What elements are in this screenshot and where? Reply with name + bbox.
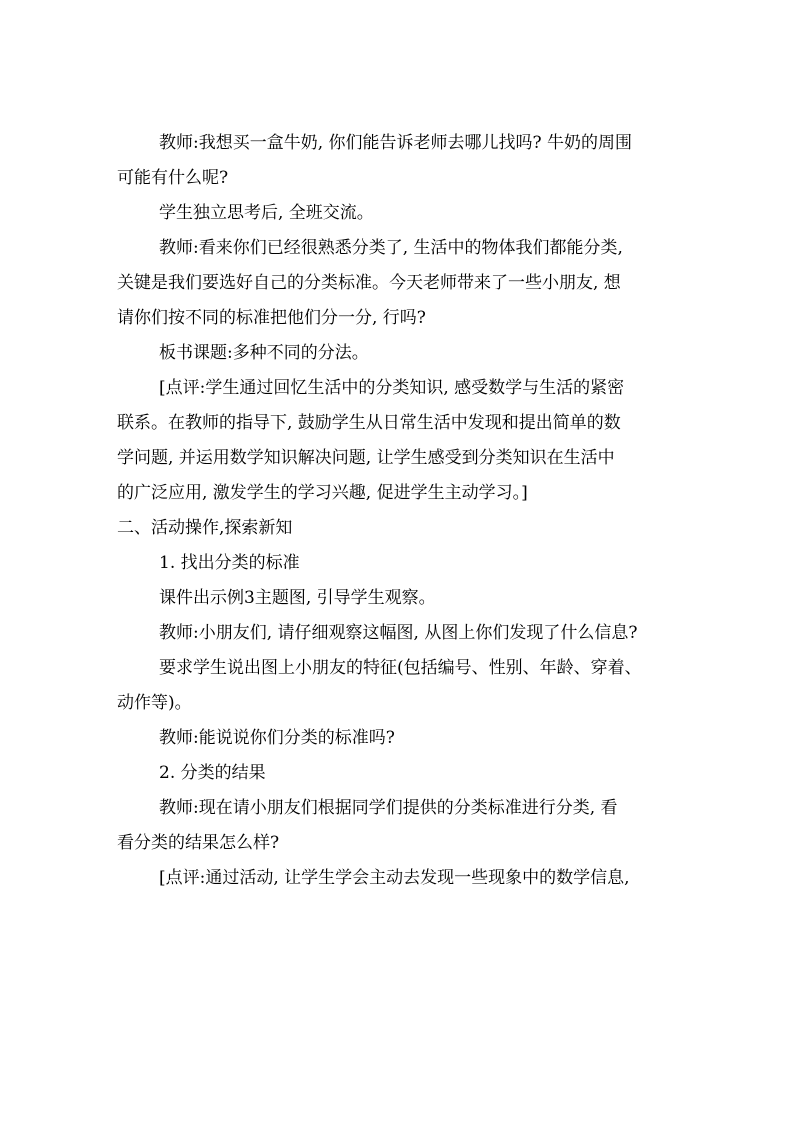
text-line: 请你们按不同的标准把他们分一分, 行吗? xyxy=(117,308,426,328)
text-line: 的广泛应用, 激发学生的学习兴趣, 促进学生主动学习。] xyxy=(117,483,528,503)
document-body xyxy=(117,126,677,896)
text-line: 教师:小朋友们, 请仔细观察这幅图, 从图上你们发现了什么信息? xyxy=(159,623,638,643)
text-line: 看分类的结果怎么样? xyxy=(117,833,280,853)
text-line: 教师:看来你们已经很熟悉分类了, 生活中的物体我们都能分类, xyxy=(159,238,623,258)
text-line: 学问题, 并运用数学知识解决问题, 让学生感受到分类知识在生活中 xyxy=(117,448,615,468)
text-line: 课件出示例3主题图, 引导学生观察。 xyxy=(159,588,436,608)
text-line: 联系。在教师的指导下, 鼓励学生从日常生活中发现和提出简单的数 xyxy=(117,413,621,433)
text-line: 动作等)。 xyxy=(117,693,192,713)
text-line: 2. 分类的结果 xyxy=(159,763,266,783)
text-line: 1. 找出分类的标准 xyxy=(159,553,300,573)
text-line: 学生独立思考后, 全班交流。 xyxy=(159,203,374,223)
text-line: 教师:我想买一盒牛奶, 你们能告诉老师去哪儿找吗? 牛奶的周围 xyxy=(159,133,633,153)
text-line: 教师:现在请小朋友们根据同学们提供的分类标准进行分类, 看 xyxy=(159,798,618,818)
text-line: 要求学生说出图上小朋友的特征(包括编号、性别、年龄、穿着、 xyxy=(159,658,642,678)
text-line: 教师:能说说你们分类的标准吗? xyxy=(159,728,395,748)
text-line: 可能有什么呢? xyxy=(117,168,229,188)
text-line: [点评:通过活动, 让学生学会主动去发现一些现象中的数学信息, xyxy=(159,868,630,888)
text-line: [点评:学生通过回忆生活中的分类知识, 感受数学与生活的紧密 xyxy=(159,378,625,398)
text-line: 关键是我们要选好自己的分类标准。今天老师带来了一些小朋友, 想 xyxy=(117,273,621,293)
text-line: 二、活动操作,探索新知 xyxy=(117,518,293,538)
text-line: 板书课题:多种不同的分法。 xyxy=(159,343,369,363)
